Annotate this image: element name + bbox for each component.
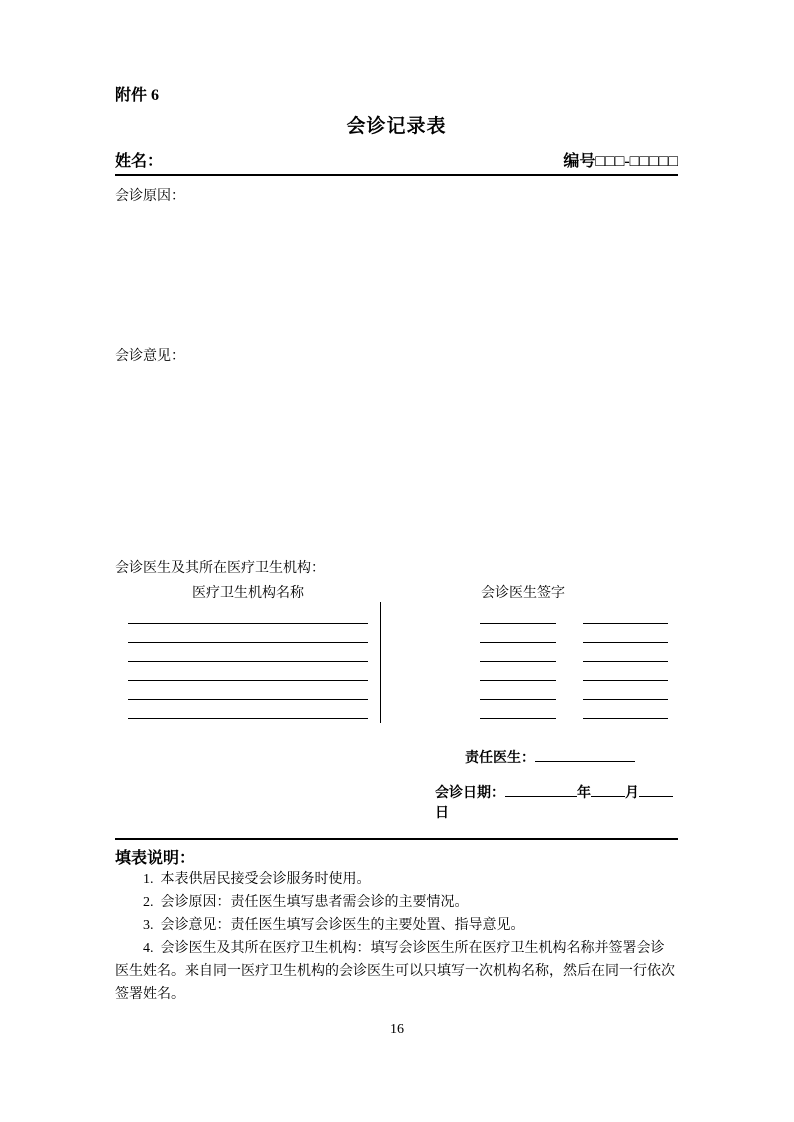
responsible-doctor-blank-line [535, 747, 635, 762]
org-column-header: 医疗卫生机构名称 [192, 586, 304, 601]
doctor-signature-blank-line [583, 700, 668, 719]
doctor-signature-blank-line [480, 662, 556, 681]
doctor-signature-blank-line [583, 662, 668, 681]
opinion-label: 会诊意见： [115, 349, 185, 364]
doctor-signature-blank-line [583, 643, 668, 662]
date-label: 会诊日期： [435, 786, 505, 801]
signature-column-header: 会诊医生签字 [481, 586, 565, 601]
form-title: 会诊记录表 [346, 116, 447, 137]
reason-section [115, 176, 678, 345]
signature-row [128, 624, 678, 643]
doctor-signature-blank-line [480, 681, 556, 700]
reason-label: 会诊原因： [115, 189, 185, 204]
month-blank-line [591, 782, 625, 797]
instructions-section [115, 845, 678, 1006]
doctor-signature-blank-line [583, 681, 668, 700]
doctor-signature-blank-line [583, 624, 668, 643]
org-name-blank-line [128, 643, 368, 662]
header-row [115, 148, 678, 176]
doctor-signature-blank-line [480, 605, 556, 624]
instruction-item-1: 1. 本表供居民接受会诊服务时使用。 [143, 872, 371, 887]
day-blank-line [639, 782, 673, 797]
name-label: 姓名： [115, 153, 164, 170]
responsible-doctor-label: 责任医生： [465, 751, 535, 766]
doctor-signature-blank-line [583, 605, 668, 624]
signature-rows [128, 605, 678, 719]
column-headers [115, 582, 678, 602]
signature-table [128, 605, 678, 721]
doctors-label: 会诊医生及其所在医疗卫生机构： [115, 561, 325, 576]
instructions-title: 填表说明： [115, 850, 196, 867]
org-name-blank-line [128, 662, 368, 681]
number-boxes: □□□-□□□□□ [595, 153, 678, 170]
page-content [115, 0, 678, 1006]
signature-row [128, 643, 678, 662]
responsible-doctor-row [115, 747, 678, 767]
section-divider-line [115, 838, 678, 840]
day-label: 日 [435, 806, 449, 821]
signature-row [128, 700, 678, 719]
org-name-blank-line [128, 605, 368, 624]
doctor-signature-blank-line [480, 643, 556, 662]
doctor-signature-blank-line [480, 700, 556, 719]
signature-row [128, 681, 678, 700]
org-name-blank-line [128, 681, 368, 700]
column-divider [380, 602, 381, 723]
year-blank-line [505, 782, 577, 797]
opinion-section [115, 345, 678, 557]
doctors-section [115, 557, 678, 721]
number-group [563, 148, 678, 171]
signature-row [128, 605, 678, 624]
instruction-item-2: 2. 会诊原因：责任医生填写患者需会诊的主要情况。 [143, 895, 469, 910]
page-number: 16 [390, 1022, 404, 1037]
year-label: 年 [577, 786, 591, 801]
signature-row [128, 662, 678, 681]
month-label: 月 [625, 786, 639, 801]
doctor-signature-blank-line [480, 624, 556, 643]
instruction-item-4: 4. 会诊医生及其所在医疗卫生机构：填写会诊医生所在医疗卫生机构名称并签署会诊医生姓名。来自同一医疗卫生机构的会诊医生可以只填写一次机构名称，然后在同一行依次签署姓名。 [115, 941, 675, 1002]
consultation-date-row [115, 782, 678, 822]
org-name-blank-line [128, 700, 368, 719]
number-label: 编号 [563, 153, 596, 170]
attachment-label: 附件 6 [115, 87, 160, 104]
instruction-item-3: 3. 会诊意见：责任医生填写会诊医生的主要处置、指导意见。 [143, 918, 525, 933]
org-name-blank-line [128, 624, 368, 643]
